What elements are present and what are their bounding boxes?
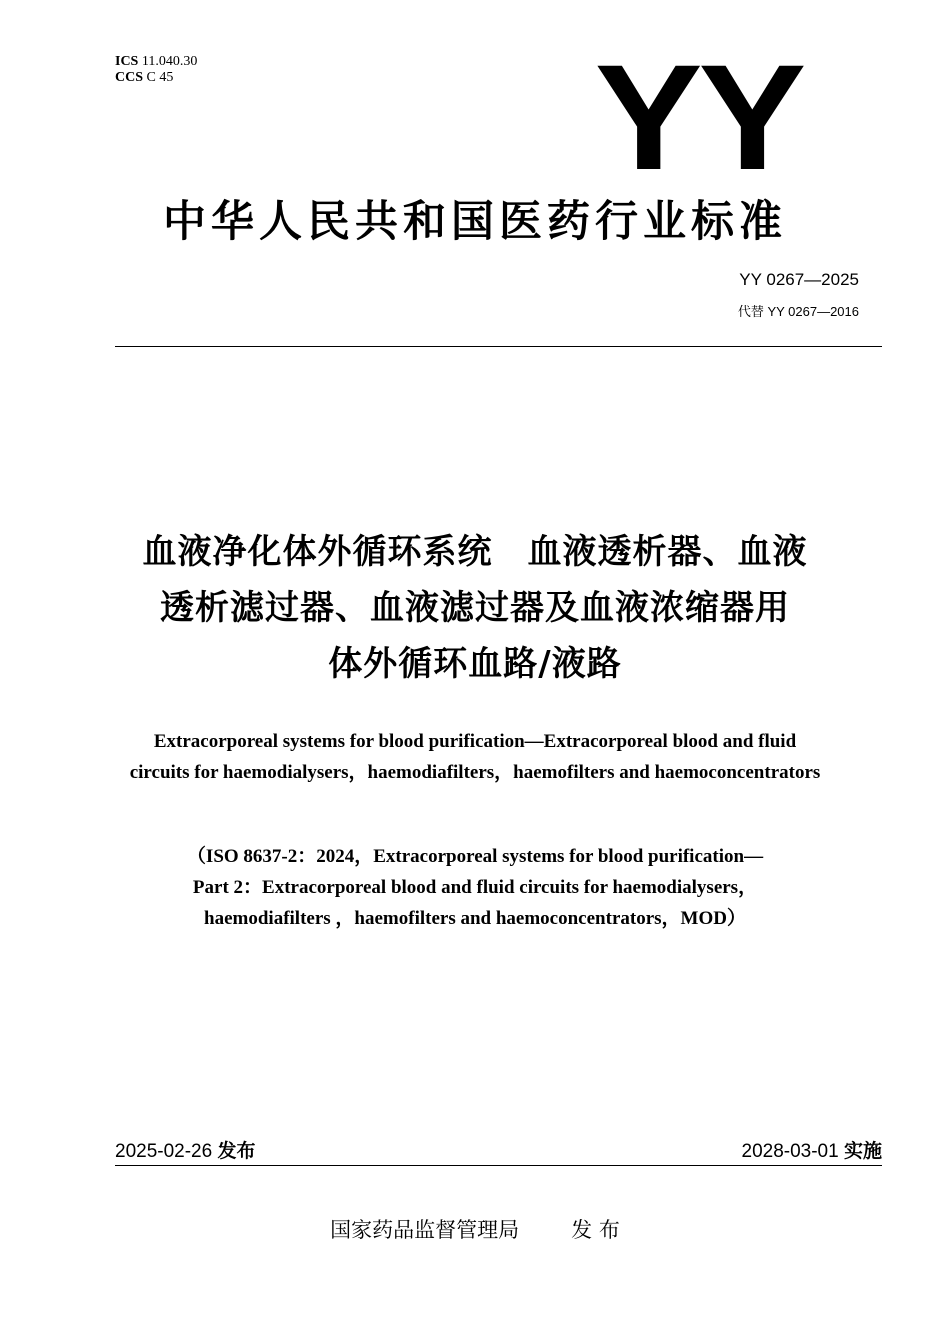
yy-logo-mark: YY: [594, 33, 802, 201]
english-title-line: circuits for haemodialysers，haemodiafilters，haemofilters and haemoconcentrators: [129, 762, 821, 783]
english-title-line: Extracorporeal systems for blood purification—Extracorporeal blood and fluid: [153, 731, 797, 752]
issuer-line: [0, 1214, 950, 1244]
ics-label: ICS: [115, 54, 139, 69]
effective-date: 2028-03-01: [741, 1141, 839, 1162]
header-divider: [115, 346, 882, 347]
iso-reference-line: （ISO 8637-2：2024，Extracorporeal systems for blood purification—: [186, 846, 764, 867]
publish-date-block: [115, 1136, 256, 1163]
iso-reference: [0, 841, 950, 934]
issuer-action: 发 布: [571, 1218, 620, 1242]
effective-date-block: [742, 1136, 883, 1163]
chinese-title-line: 血液净化体外循环系统 血液透析器、血液: [142, 532, 808, 572]
ics-value: 11.040.30: [141, 54, 198, 69]
effective-label: 实施: [843, 1140, 882, 1162]
ccs-value: C 45: [146, 70, 174, 85]
replaces-standard: 代替 YY 0267—2016: [737, 304, 859, 319]
publish-date: 2025-02-26: [115, 1141, 213, 1162]
ics-code: [115, 54, 197, 70]
ccs-label: CCS: [115, 70, 144, 85]
footer-divider: [115, 1165, 882, 1166]
ccs-code: [115, 70, 197, 86]
standard-number: YY 0267—2025: [739, 270, 859, 289]
issuer-name: 国家药品监督管理局: [330, 1218, 520, 1242]
iso-reference-line: haemodiafilters ，haemofilters and haemoconcentrators，MOD）: [204, 908, 746, 929]
chinese-title-line: 透析滤过器、血液滤过器及血液浓缩器用: [160, 588, 790, 628]
publish-label: 发布: [217, 1140, 256, 1162]
iso-reference-line: Part 2：Extracorporeal blood and fluid circuits for haemodialysers，: [192, 877, 758, 898]
english-title: [0, 726, 950, 788]
classification-codes: [115, 54, 197, 86]
chinese-title: [0, 524, 950, 692]
standard-category-title: 中华人民共和国医药行业标准: [163, 197, 787, 247]
chinese-title-line: 体外循环血路/液路: [328, 644, 622, 684]
